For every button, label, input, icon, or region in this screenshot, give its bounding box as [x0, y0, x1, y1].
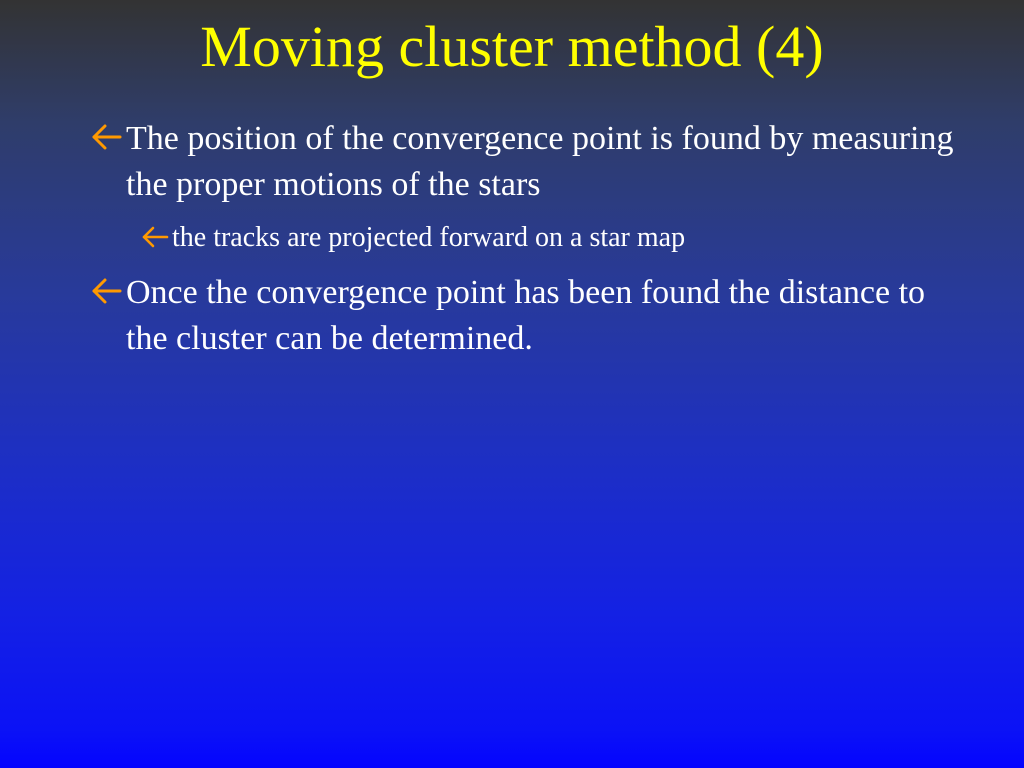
sub-bullet-item [140, 220, 960, 256]
bullet-text: Once the convergence point has been found the distance to the cluster can be determined. [126, 274, 926, 357]
sub-bullet-text: the tracks are projected forward on a star map [172, 222, 686, 253]
bullet-text: The position of the convergence point is found by measuring the proper motions of the stars [126, 120, 954, 203]
left-arrow-icon [140, 220, 172, 256]
bullet-item [88, 116, 968, 208]
slide-title: Moving cluster method (4) [200, 14, 824, 79]
bullet-item [88, 270, 968, 362]
left-arrow-icon [88, 116, 126, 162]
left-arrow-icon [88, 270, 126, 316]
